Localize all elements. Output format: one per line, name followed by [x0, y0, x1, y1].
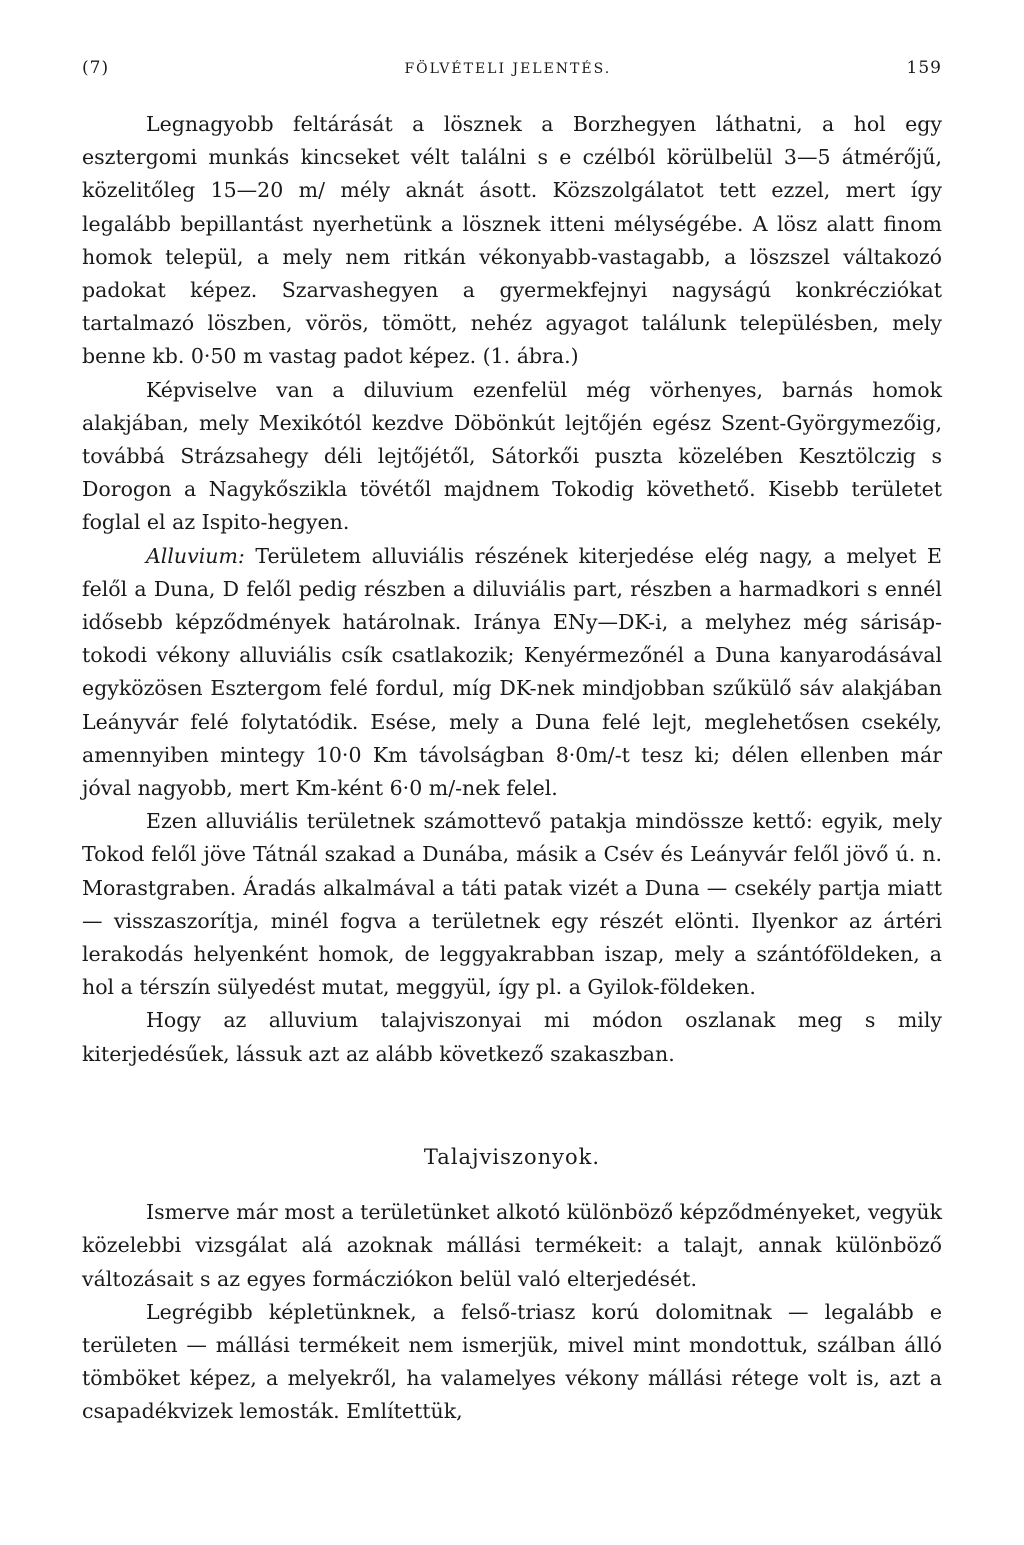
paragraph: Képviselve van a diluvium ezenfelül még vörhenyes, barnás homok alakjában, mely Mexikótól kezdve Döbönkút lejtőjén egész Szent-Györgymezőig, továbbá Strázsahegy déli lejtőjétől, Sátorkői puszta közelében Kesztölczig s Dorogon a Nagykőszikla tövétől majdnem Tokodig követhető. Kisebb területet foglal el az Ispito-hegyen.: [82, 377, 942, 535]
paragraph: Ismerve már most a területünket alkotó különböző képződményeket, vegyük közelebbi vizsgálat alá azoknak mállási termékeit: a talajt, annak különböző változásait s az egyes formácziókon belül való elterjedését.: [82, 1200, 942, 1291]
alluvium-label: Alluvium:: [146, 543, 245, 568]
paragraph-alluvium: [82, 540, 942, 806]
paragraph: Legnagyobb feltárását a lösznek a Borzhegyen láthatni, a hol egy esztergomi munkás kincseket vélt találni s e czélból körülbelül 3—5 átmérőjű, közelitőleg 15—20 m/ mély aknát ásott. Közszolgálatot tett ezzel, mert így legalább bepillantást nyerhetünk a lösznek itteni mélységébe. A lösz alatt finom homok települ, a mely nem ritkán vékonyabb-vastagabb, a löszszel váltakozó padokat képez. Szarvashegyen a gyermekfejnyi nagyságú konkrécziókat tartalmazó löszben, vörös, tömött, nehéz agyagot találunk településben, mely benne kb. 0·50 m vastag padot képez. (1. ábra.): [82, 112, 942, 369]
running-title: FÖLVÉTELI JELENTÉS.: [404, 61, 612, 77]
section-number: (7): [82, 58, 110, 78]
paragraph: Hogy az alluvium talajviszonyai mi módon oszlanak meg s mily kiterjedésűek, lássuk azt az alább következő szakaszban.: [82, 1008, 942, 1066]
paragraph: Legrégibb képletünknek, a felső-triasz korú dolomitnak — legalább e területen — mállási termékeit nem ismerjük, mivel mint mondottuk, szálban álló tömböket képez, a melyekről, ha valamelyes vékony mállási rétege volt is, azt a csapadékvizek lemosták. Említettük,: [82, 1299, 942, 1424]
paragraph: Ezen alluviális területnek számottevő patakja mindössze kettő: egyik, mely Tokod felől jöve Tátnál szakad a Dunába, másik a Csév és Leányvár felől jövő ú. n. Morastgraben. Áradás alkalmával a táti patak vizét a Duna — csekély partja miatt — visszaszorítja, minél fogva a területnek egy részét elönti. Ilyenkor az ártéri lerakodás helyenként homok, de leggyakrabban iszap, mely a szántóföldeken, a hol a térszín sülyedést mutat, meggyül, így pl. a Gyilok-földeken.: [82, 809, 942, 1000]
body-text: [82, 108, 942, 1429]
running-header: [82, 58, 942, 78]
page-number: 159: [906, 58, 942, 78]
section-heading: Talajviszonyok.: [423, 1144, 601, 1169]
alluvium-text: Területem alluviális részének kiterjedése elég nagy, a melyet E felől a Duna, D felől pedig részben a diluviális part, részben a harmadkori s ennél idősebb képződmények határolnak. Iránya ENy—DK-i, a melyhez még sárisáp-tokodi vékony alluviális csík csatlakozik; Kenyérmezőnél a Duna kanyarodásával egyközösen Esztergom felé fordul, míg DK-nek mindjobban szűkülő sáv alakjában Leányvár felé folytatódik. Esése, mely a Duna felé lejt, meglehetősen csekély, amennyiben mintegy 10·0 Km távolságban 8·0m/-t tesz ki; délen ellenben már jóval nagyobb, mert Km-ként 6·0 m/-nek felel.: [82, 543, 942, 801]
